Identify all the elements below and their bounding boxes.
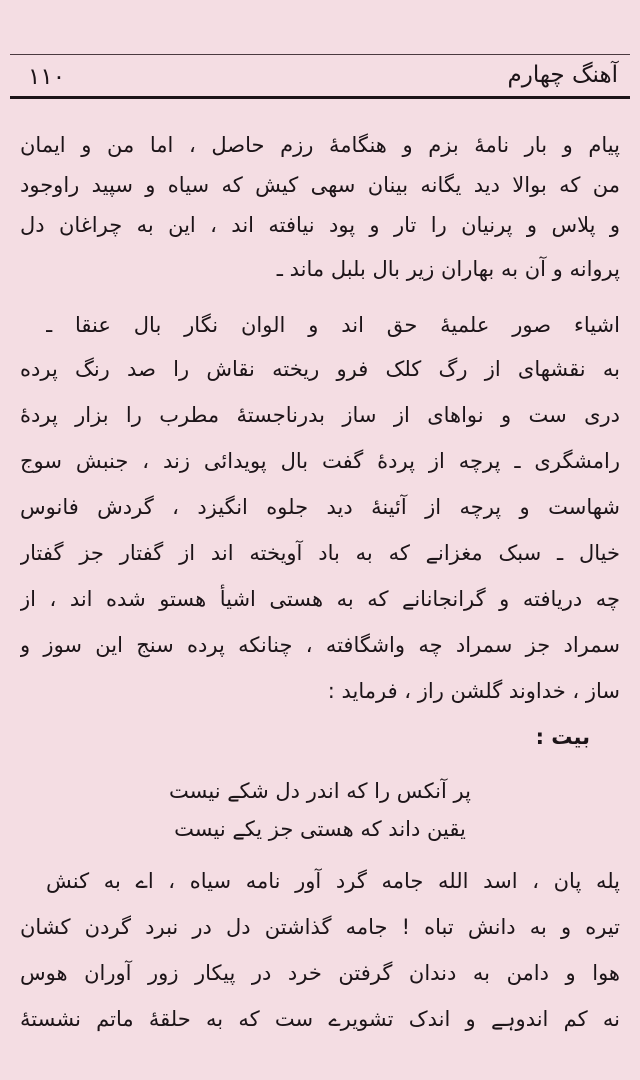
paragraph2-line: دری ست و نواهای از ساز بدرناجستهٔ مطرب را بزار پردهٔ (20, 403, 620, 427)
verse-line: پر آنکس را که اندر دل شکے نیست (169, 779, 471, 803)
header-thick-rule (10, 96, 630, 99)
page-number: ۱۱۰ (28, 64, 66, 90)
verse-heading: بیت : (535, 725, 590, 749)
verse-line: یقین داند که هستی جز یکے نیست (174, 817, 466, 841)
running-title: آهنگ چهارم (507, 62, 618, 88)
paragraph1-line: پیام و بار نامهٔ بزم و هنگامهٔ رزم حاصل ، اما من و ایمان (20, 133, 620, 157)
paragraph3-line: هوا و دامن به دندان گرفتن خرد در پیکار زور آوران هوس (20, 961, 620, 985)
paragraph2-line: چه دریافته و گرانجانانے که به هستی اشیأ هستو شده اند ، از (20, 587, 620, 611)
paragraph3-line: پله پان ، اسد الله جامه گرد آور نامه سیاه ، اے به کنش (46, 869, 620, 893)
paragraph3-line: تیره و به دانش تباه ! جامه گذاشتن دل در نبرد گردن کشان (20, 915, 620, 939)
top-thin-rule (10, 54, 630, 55)
paragraph3-line: نه کم اندوہے و اندک تشویرے ست که به حلقهٔ ماتم نشستهٔ (20, 1007, 620, 1031)
paragraph2-line: به نقشهای از رگ کلک فرو ریخته نقاش را صد رنگ پرده (20, 357, 620, 381)
paragraph2-line: شهاست و پرچه از آئینهٔ دید جلوه انگیزد ، گردش فانوس (20, 495, 620, 519)
page-header (14, 58, 626, 94)
paragraph2-line: خیال ـ سبک مغزانے که به باد آویخته اند از گفتار جز گفتار (20, 541, 620, 565)
paragraph2-line: سمراد جز سمراد چه واشگافته ، چنانکه پرده سنج این سوز و (20, 633, 620, 657)
paragraph2-line: رامشگری ـ پرچه از پردهٔ گفت بال پویدائی زند ، جنبش سوج (20, 449, 620, 473)
paragraph2-line: اشیاء صور علمیهٔ حق اند و الوان نگار بال عنقا ـ (46, 313, 620, 337)
paragraph1-line: من که بوالا دید یگانه بینان سهی کیش که سیاه و سپید راوجود (20, 173, 620, 197)
paragraph1-line: پروانه و آن به بهاران زیر بال بلبل ماند ـ (276, 257, 620, 281)
paragraph2-line: ساز ، خداوند گلشن راز ، فرماید : (327, 679, 620, 703)
paragraph1-line: و پلاس و پرنیان را تار و پود نیافته اند ، این به چراغان دل (20, 213, 620, 237)
